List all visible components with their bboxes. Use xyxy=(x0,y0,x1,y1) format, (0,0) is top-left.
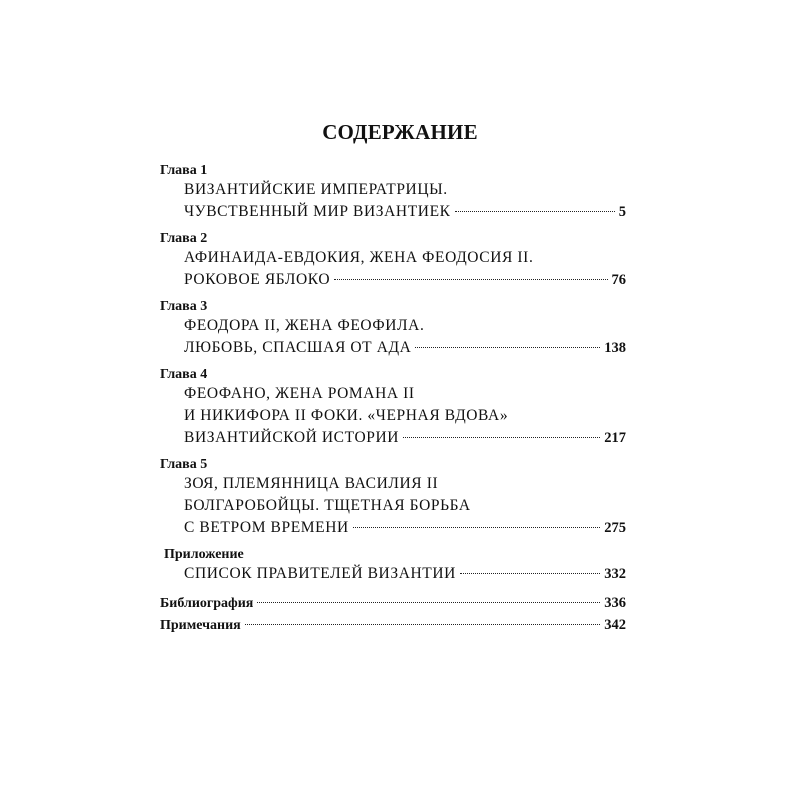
chapter-title-line: ЛЮБОВЬ, СПАСШАЯ ОТ АДА xyxy=(184,339,412,356)
chapter-title-final-line xyxy=(160,201,626,223)
dot-leader xyxy=(257,602,600,603)
page-number: 332 xyxy=(604,566,626,582)
chapter-title-line: РОКОВОЕ ЯБЛОКО xyxy=(184,271,331,288)
page-number: 342 xyxy=(604,617,626,633)
chapter-label: Глава 1 xyxy=(160,163,208,178)
chapter-title-line: БОЛГАРОБОЙЦЫ. ТЩЕТНАЯ БОРЬБА xyxy=(184,497,471,514)
chapter-label: Глава 2 xyxy=(160,231,208,246)
chapter-title-final-line xyxy=(160,427,626,449)
page-number: 76 xyxy=(611,272,626,288)
chapter-title-line: ВИЗАНТИЙСКОЙ ИСТОРИИ xyxy=(184,429,400,446)
chapter-title-line: С ВЕТРОМ ВРЕМЕНИ xyxy=(184,519,349,536)
page-number: 5 xyxy=(618,204,626,220)
chapter-title-line: ФЕОДОРА II, ЖЕНА ФЕОФИЛА. xyxy=(184,317,425,334)
toc-chapter-1 xyxy=(160,162,626,223)
dot-leader xyxy=(245,624,601,625)
chapter-label: Глава 4 xyxy=(160,367,208,382)
toc-chapter-5 xyxy=(160,456,626,539)
chapter-title-line: АФИНАИДА-ЕВДОКИЯ, ЖЕНА ФЕОДОСИЯ II. xyxy=(184,249,534,266)
toc-notes xyxy=(160,614,626,636)
dot-leader xyxy=(403,437,600,438)
dot-leader xyxy=(415,347,600,348)
chapter-title-line: И НИКИФОРА II ФОКИ. «ЧЕРНАЯ ВДОВА» xyxy=(184,407,509,424)
page-number: 217 xyxy=(604,430,626,446)
bibliography-label: Библиография xyxy=(160,596,254,611)
page-number: 138 xyxy=(604,340,626,356)
chapter-label: Глава 5 xyxy=(160,457,208,472)
dot-leader xyxy=(334,279,607,280)
chapter-label: Глава 3 xyxy=(160,299,208,314)
table-of-contents xyxy=(160,118,626,636)
dot-leader xyxy=(353,527,600,528)
appendix-title-line xyxy=(160,563,626,585)
dot-leader xyxy=(455,211,615,212)
notes-label: Примечания xyxy=(160,618,241,633)
dot-leader xyxy=(460,573,600,574)
appendix-title: СПИСОК ПРАВИТЕЛЕЙ ВИЗАНТИИ xyxy=(184,565,456,582)
toc-appendix xyxy=(160,546,626,585)
chapter-title-line: ЗОЯ, ПЛЕМЯННИЦА ВАСИЛИЯ II xyxy=(184,475,439,492)
chapter-title-line: ЧУВСТВЕННЫЙ МИР ВИЗАНТИЕК xyxy=(184,203,451,220)
chapter-title-line: ФЕОФАНО, ЖЕНА РОМАНА II xyxy=(184,385,415,402)
appendix-label: Приложение xyxy=(164,547,244,562)
chapter-title-final-line xyxy=(160,269,626,291)
page-title: СОДЕРЖАНИЕ xyxy=(322,120,478,144)
chapter-title-final-line xyxy=(160,337,626,359)
toc-chapter-4 xyxy=(160,366,626,449)
chapter-title-final-line xyxy=(160,517,626,539)
chapter-title-line: ВИЗАНТИЙСКИЕ ИМПЕРАТРИЦЫ. xyxy=(184,181,448,198)
page-number: 336 xyxy=(604,595,626,611)
toc-bibliography xyxy=(160,592,626,614)
toc-chapter-3 xyxy=(160,298,626,359)
toc-chapter-2 xyxy=(160,230,626,291)
page-number: 275 xyxy=(604,520,626,536)
